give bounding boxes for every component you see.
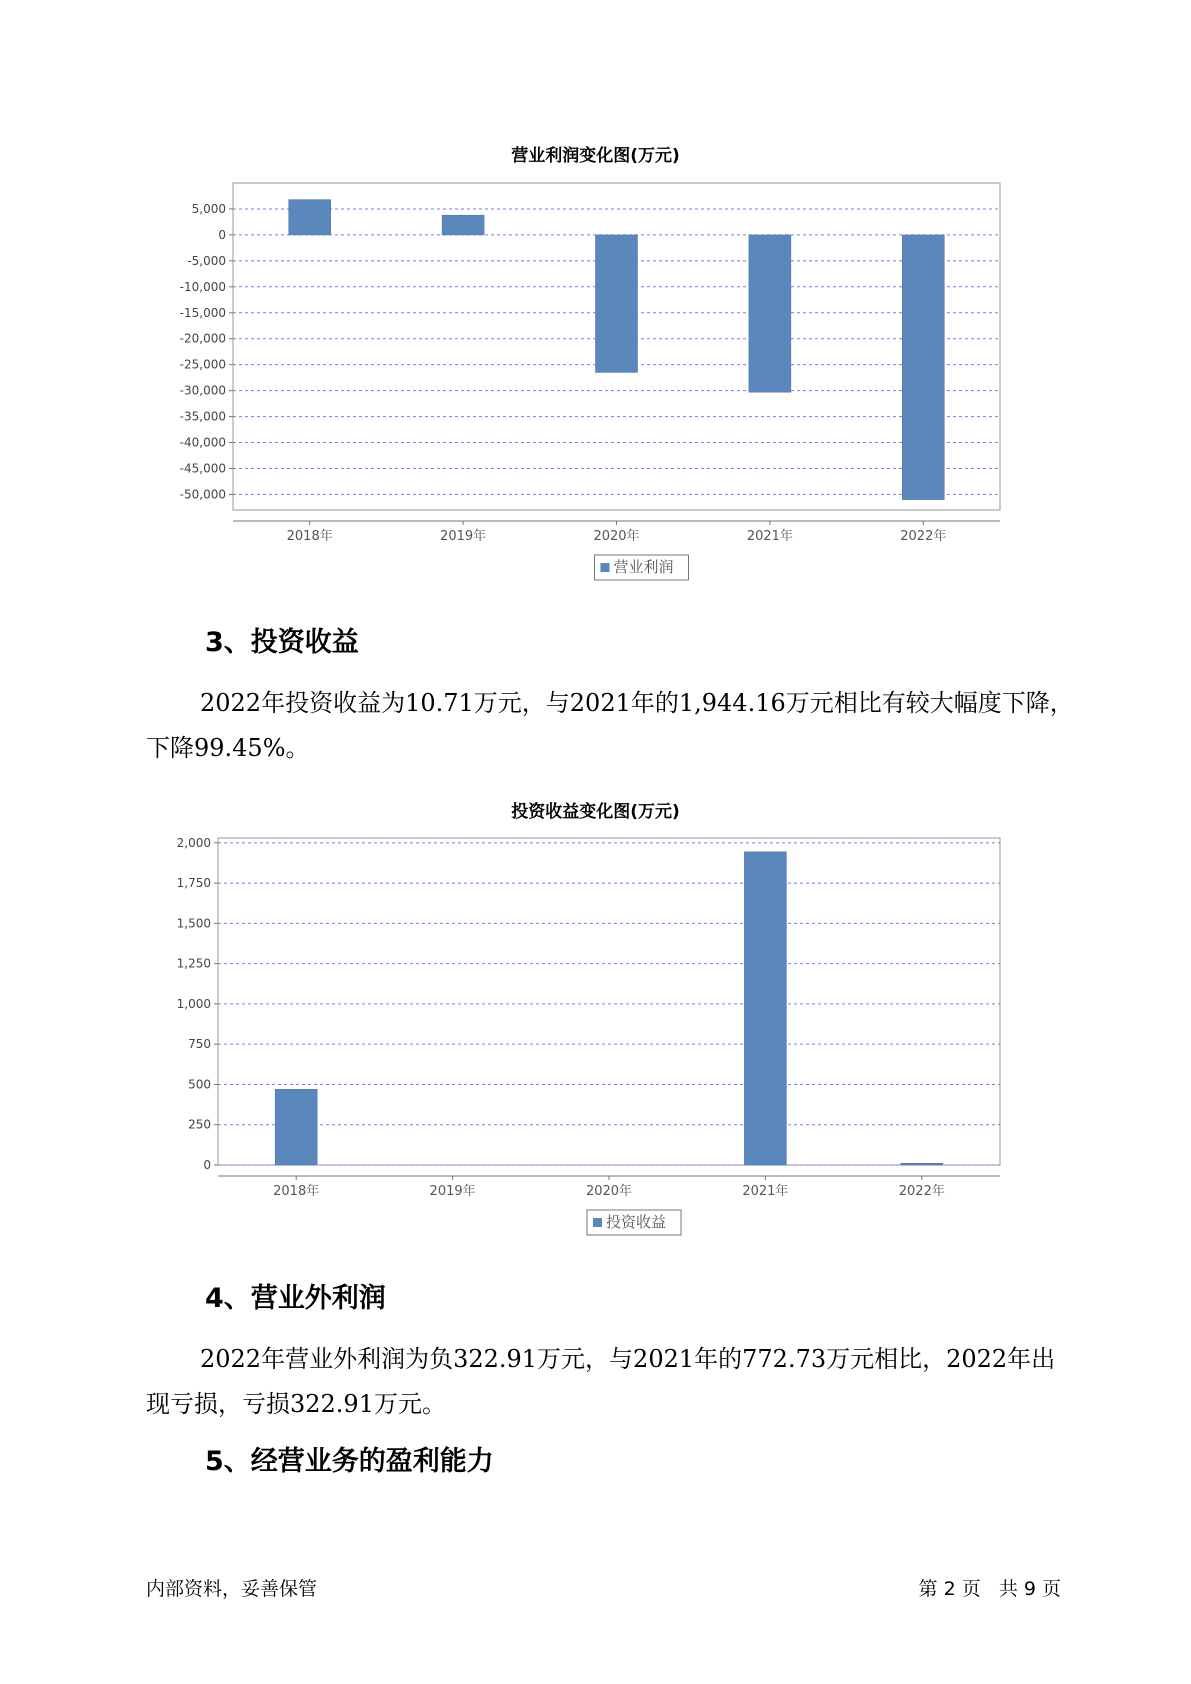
section-text-investment-income: 2022年投资收益为10.71万元，与2021年的1,944.16万元相比有较大幅度下降，下降99.45%。 — [146, 689, 1074, 762]
bar-2021年 — [744, 852, 786, 1165]
y-tick-label: -30,000 — [179, 383, 226, 398]
footer-page-number: 第 2 页 共 9 页 — [918, 1578, 1061, 1600]
legend-label: 投资收益 — [606, 1213, 667, 1231]
bar-2022年 — [902, 235, 944, 500]
x-tick-label: 2022年 — [898, 1184, 945, 1199]
x-tick-label: 2019年 — [440, 529, 487, 544]
y-tick-label: -10,000 — [179, 279, 226, 294]
y-tick-label: 1,250 — [176, 956, 211, 971]
y-tick-label: 0 — [218, 227, 226, 242]
x-tick-label: 2018年 — [286, 529, 333, 544]
footer-confidential-note: 内部资料，妥善保管 — [146, 1578, 318, 1600]
bar-2018年 — [275, 1089, 317, 1165]
y-tick-label: -50,000 — [179, 487, 226, 502]
chart-title-operating-profit: 营业利润变化图(万元) — [511, 146, 680, 166]
y-tick-label: -45,000 — [179, 461, 226, 476]
section-heading-non-operating-profit: 4、营业外利润 — [205, 1283, 386, 1314]
bar-2018年 — [289, 200, 331, 235]
x-tick-label: 2021年 — [746, 529, 793, 544]
y-tick-label: -35,000 — [179, 409, 226, 424]
y-tick-label: 5,000 — [191, 201, 226, 216]
y-tick-label: -25,000 — [179, 357, 226, 372]
y-tick-label: 2,000 — [176, 835, 211, 850]
x-tick-label: 2020年 — [593, 529, 640, 544]
section-heading-profitability: 5、经营业务的盈利能力 — [205, 1446, 494, 1477]
x-tick-label: 2018年 — [273, 1184, 320, 1199]
y-tick-label: -5,000 — [187, 253, 226, 268]
section-text-non-operating-profit: 2022年营业外利润为负322.91万元，与2021年的772.73万元相比，2022年出现亏损，亏损322.91万元。 — [146, 1345, 1056, 1418]
x-tick-label: 2022年 — [900, 529, 947, 544]
plot-area — [218, 838, 1000, 1165]
legend-swatch — [593, 1218, 602, 1227]
y-tick-label: 0 — [203, 1158, 211, 1172]
y-tick-label: 1,750 — [176, 876, 211, 891]
chart-title-investment-income: 投资收益变化图(万元) — [511, 802, 680, 822]
y-tick-label: 1,500 — [176, 916, 211, 931]
legend-label: 营业利润 — [613, 558, 674, 576]
y-tick-label: 250 — [188, 1117, 211, 1132]
bar-2022年 — [901, 1163, 943, 1165]
y-tick-label: -20,000 — [179, 331, 226, 346]
x-tick-label: 2019年 — [429, 1184, 476, 1199]
bar-2019年 — [442, 215, 484, 235]
bar-2021年 — [749, 235, 791, 392]
operating-profit-chart — [0, 175, 1191, 595]
y-tick-label: -15,000 — [179, 305, 226, 320]
y-tick-label: 500 — [188, 1077, 211, 1092]
y-tick-label: 750 — [188, 1037, 211, 1052]
x-tick-label: 2021年 — [742, 1184, 789, 1199]
investment-income-chart — [0, 830, 1191, 1250]
y-tick-label: -40,000 — [179, 435, 226, 450]
x-tick-label: 2020年 — [585, 1184, 633, 1199]
section-heading-investment-income: 3、投资收益 — [205, 627, 359, 658]
y-tick-label: 1,000 — [176, 996, 211, 1011]
bar-2020年 — [596, 235, 638, 373]
legend-swatch — [601, 563, 610, 572]
